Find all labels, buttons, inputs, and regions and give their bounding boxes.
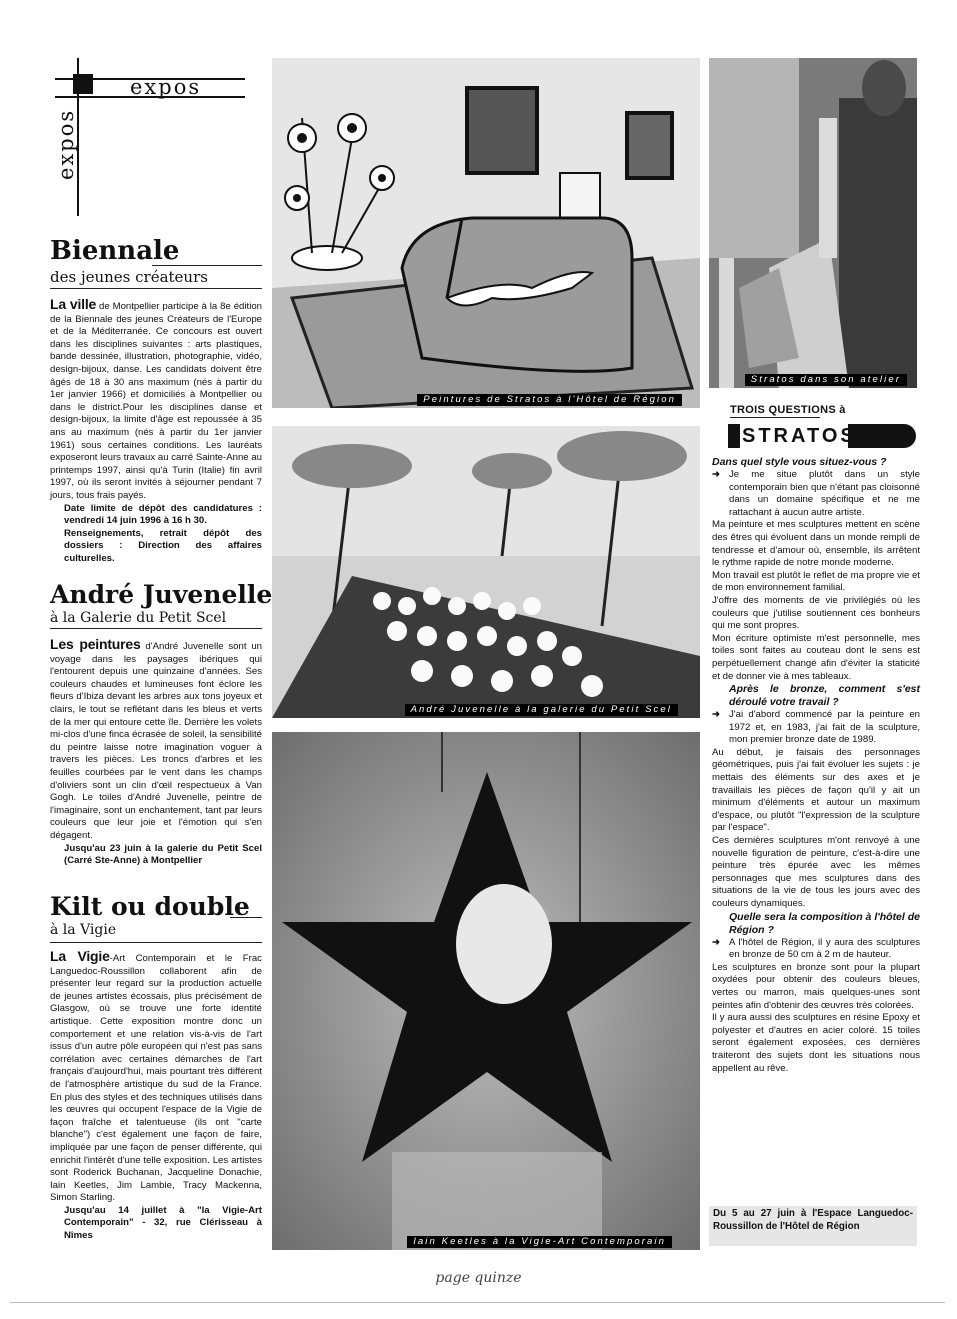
interview-q2: Après le bronze, comment s'est déroulé votre travail ?: [729, 683, 920, 709]
juvenelle-text: d'André Juvenelle sont un voyage dans les paysages ibériques qui l'entourent depuis une quinzaine d'années. Ses couleurs chaudes et lumineuses font éclore les fleurs d'Ibiza devant les arbres aux tons joyeux et clairs, le tout se reflétant dans les bleus et verts de la mer qui entoure cette île. Derrière les volets mi-clos d'une finca écrasée de soleil, la sensibilité du peintre laisse notre imagination voguer à travers les pièces. Les troncs d'arbres et les feuilles courbées par le vent dans les champs d'oliviers sont un clin d'œil respectueux à Van Gogh. Le toiles d'André Juvenelle, peintre de l'imaginaire, sont un enchantement, tant par leurs couleurs que leur joie et l'émotion qui s'en dégagent.: [50, 641, 262, 841]
biennale-subtitle: des jeunes créateurs: [50, 268, 208, 286]
juvenelle-subtitle: à la Galerie du Petit Scel: [50, 610, 227, 626]
kilt-text: -Art Contemporain et le Frac Languedoc-Roussillon collaborent afin de présenter leur regard sur la production actuelle de jeunes artistes écossais, plus précisément de Glasgow, où se trouve une forte identité artistique. Cette exposition montre donc un comportement et une relation vis-à-vis de l'art issus d'un autre pôle européen qui n'est pas sans corrélation avec certaines démarches de l'art français d'aujourd'hui, mais pourtant très différent de l'atmosphère artistique du sud de la France. En plus des styles et des techniques utilisés dans les œuvres qui occupent l'espace de la Vigie de façon fraîche et talentueuse (ils ont "carte blanche") c'est également une façon de faire, impliquée par une façon de penser différente, qui enrichit l'intérêt d'une telle exposition. Les artistes sont Roderick Buchanan, Jacqueline Donachie, Iain Keetles, Jim Lambie, Tracy Mackenna, Simon Starling.: [50, 953, 262, 1204]
arrow-icon: ➜: [712, 936, 721, 948]
biennale-deadline: Date limite de dépôt des candidatures : vendredi 14 juin 1996 à 16 h 30.: [64, 502, 262, 527]
interview-a1-p4: J'offre des moments de vie privilégiés où les couleurs que j'utilise soutiennent ces bonheurs qui me sont propres.: [712, 594, 920, 632]
interview-name: STRATOS: [742, 425, 857, 447]
kilt-lead: La Vigie: [50, 948, 110, 964]
interview-a2: J'ai d'abord commencé par la peinture en 1972 et, en 1983, j'ai fait de la sculpture, mon premier bronze date de 1989.: [729, 709, 920, 746]
interview-q3: Quelle sera la composition à l'hôtel de Région ?: [729, 910, 920, 936]
kilt-title: Kilt ou double: [50, 892, 250, 921]
section-header: [55, 58, 250, 218]
interview-kicker: TROIS QUESTIONS à: [730, 404, 846, 416]
juvenelle-body: [50, 638, 262, 868]
juvenelle-painting-caption: André Juvenelle à la galerie du Petit Scel: [405, 704, 678, 716]
stratos-atelier-caption: Stratos dans son atelier: [745, 374, 907, 386]
juvenelle-lead: Les peintures: [50, 636, 141, 652]
biennale-lead: La ville: [50, 296, 97, 312]
page-footer: page quinze: [435, 1270, 522, 1286]
kilt-body: [50, 950, 262, 1243]
header-square-icon: [73, 74, 93, 94]
interview-a2-p3: Ces dernières sculptures m'ont renvoyé à une nouvelle figuration de peinture, c'est-à-dire une peinture très épurée avec les mêmes personnages que mes sculptures dans des situations de la vie de tous les jours avec des couleurs dynamiques.: [712, 835, 920, 909]
biennale-info: Renseignements, retrait dépôt des dossiers : Direction des affaires culturelles.: [64, 527, 262, 564]
kilt-dates: Jusqu'au 14 juillet à "la Vigie-Art Contemporain" - 32, rue Clérisseau à Nîmes: [64, 1204, 262, 1242]
interview-a3-p3: Il y aura aussi des sculptures en résine Epoxy et polyester et d'autres en acier coloré. 15 toiles seront également exposées, ces dernières traiteront des sujets dont les situations nous appellent au rêve.: [712, 1012, 920, 1074]
juvenelle-subrule: [50, 628, 262, 629]
biennale-title: Biennale: [50, 236, 180, 266]
footer-line: [10, 1302, 945, 1303]
section-label: expos: [130, 75, 202, 99]
arrow-icon: ➜: [712, 469, 721, 480]
interview-kicker-rule: [730, 417, 820, 418]
interview-body: [712, 456, 920, 1075]
interview-q1: Dans quel style vous situez-vous ?: [712, 456, 887, 468]
kilt-subtitle: à la Vigie: [50, 922, 117, 938]
interview-dates: Du 5 au 27 juin à l'Espace Languedoc-Roussillon de l'Hôtel de Région: [713, 1208, 913, 1232]
juvenelle-dates: Jusqu'au 23 juin à la galerie du Petit Scel (Carré Ste-Anne) à Montpellier: [64, 842, 262, 867]
biennale-body: [50, 298, 262, 565]
interview-a3-p2: Les sculptures en bronze sont pour la plupart oxydées pour obtenir des couleurs bleues, vertes ou marron, mais quelques-unes sont peintes afin d'obtenir des œuvres très colorées.: [712, 961, 920, 1011]
juvenelle-painting-photo: [272, 426, 700, 718]
stratos-atelier-photo: [709, 58, 917, 388]
interview-a1-p5: Mon écriture optimiste m'est personnelle, mes toiles sont faites au couteau dont le sens est perpétuellement changé afin d'éviter la staticité et de donner vie à mes tableaux.: [712, 632, 920, 682]
kilt-subrule: [50, 942, 262, 943]
arrow-icon: ➜: [712, 709, 721, 721]
interview-a1: Je me situe plutôt dans un style contemporain bien que n'étant pas cloisonné dans un domaine spécifique et ne me rattachant à aucun autre artiste.: [729, 469, 920, 518]
stratos-painting-illustration: [272, 58, 700, 408]
biennale-subrule: [50, 288, 262, 289]
juvenelle-painting-illustration: [272, 426, 700, 718]
juvenelle-title: André Juvenelle: [50, 580, 273, 609]
keetles-photo: [272, 732, 700, 1250]
stratos-atelier-illustration: [709, 58, 917, 388]
interview-a2-p2: Au début, je faisais des personnages géométriques, puis j'ai fait évoluer les sujets : je mettais des éléments sur des axes et je travaillais les pièces de façon qu'il y ait un minimum d'éléments et autour un maximum d'espace, ou plutôt "l'expression de la sculpture par l'espace".: [712, 746, 920, 834]
stratos-painting-photo: [272, 58, 700, 408]
interview-a3: A l'hôtel de Région, il y aura des sculptures en bronze de 50 cm à 2 m de hauteur.: [729, 936, 920, 961]
biennale-text: de Montpellier participe à la 8e édition de la Biennale des jeunes Créateurs de l'Europe et de la Méditerranée. Ce concours est ouvert dans les disciplines suivantes : arts plastiques, bande dessinée, illustration, photographie, vidéo, design-bijoux, danse. Les candidats doivent être âgés de 18 à 30 ans maximum (nés à partir du 1er janvier 1966) et domiciliés à Montpellier ou dans le district.Pour les disciplines danse et design-bijoux, la limite d'âge est repoussée à 35 ans au maximum (nés à partir du 1er janvier 1961) sous certaines conditions. Les lauréats exposeront leurs travaux au carré Sainte-Anne au printemps 1997, ainsi qu'à Turin (Italie) fin avril 1997, où ils seront invités à séjourner pendant 7 jours, tous frais payés.: [50, 301, 262, 501]
interview-a1-p2: Ma peinture et mes sculptures mettent en scène des êtres qui évoluent dans un monde rempli de tendresse et d'amour où, ensemble, ils arrêtent le rythme rapide de notre monde moderne.: [712, 519, 920, 569]
section-label-vertical: expos: [54, 108, 78, 180]
stratos-painting-caption: Peintures de Stratos à l'Hôtel de Région: [417, 394, 682, 406]
keetles-star-illustration: [272, 732, 700, 1250]
interview-a1-p3: Mon travail est plutôt le reflet de ma propre vie et de mon environnement familial.: [712, 569, 920, 594]
keetles-caption: Iain Keetles à la Vigie-Art Contemporain: [407, 1236, 672, 1248]
biennale-rule: [152, 265, 262, 266]
kilt-rule: [230, 917, 262, 918]
